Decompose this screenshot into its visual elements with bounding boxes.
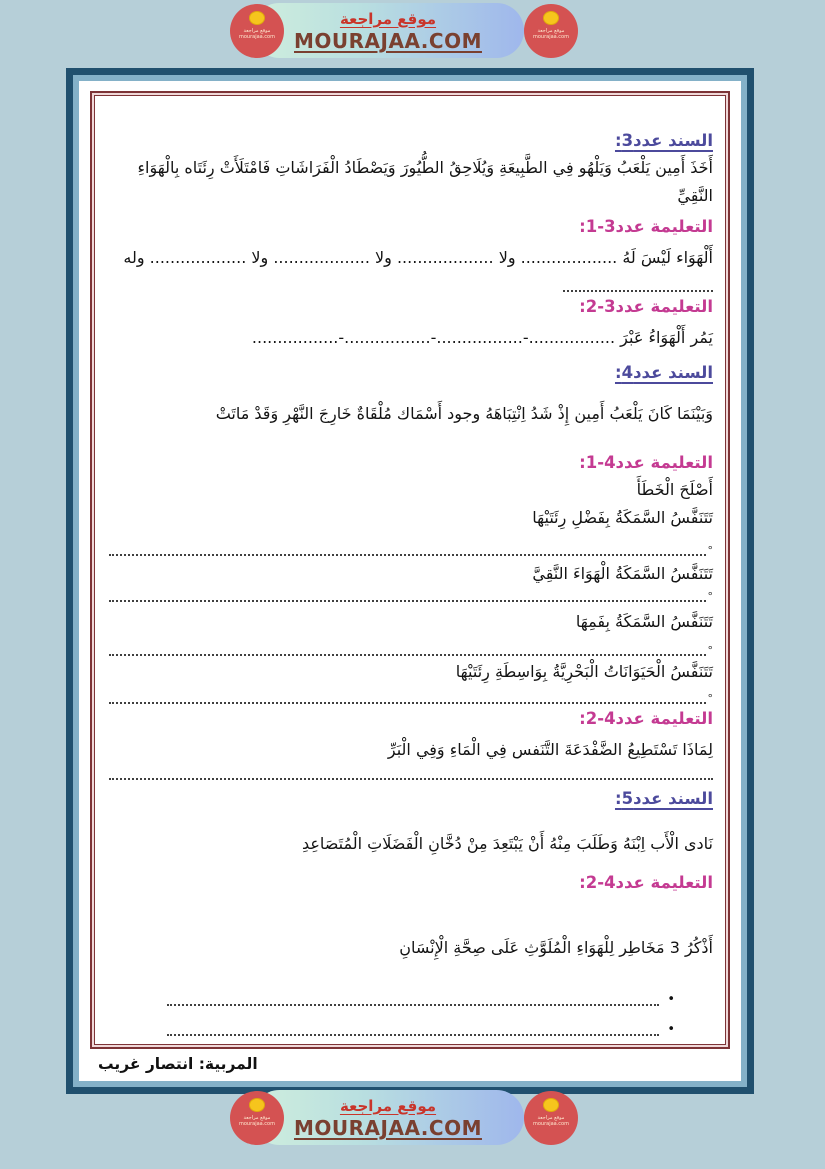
logo-text-domain: mourajaa.com — [532, 34, 569, 40]
answer-dotted-line — [109, 542, 713, 556]
circle-marker-icon: ° — [707, 692, 713, 705]
banner-title-arabic: موقع مراجعة — [339, 9, 437, 28]
statement-3: تَتَنَفَّسُ السَّمَكَةُ بِفَمِهَا — [575, 612, 713, 631]
logo-text-ar: موقع مراجعة — [537, 1115, 565, 1121]
answer-dotted-line — [109, 766, 713, 780]
statement-2: تَتَنَفَّسُ السَّمَكَةُ الْهَوَاءَ النَّقِيَّ — [532, 564, 713, 583]
circle-marker-icon: ° — [707, 644, 713, 657]
statement-1: تَتَنَفَّسُ السَّمَكَةُ بِفَضْلِ رِئَتَيْهَا — [532, 508, 713, 527]
sanad3-text: أَخَذَ أَمِين يَلْعَبُ وَيَلْهُو فِي الطَّبِيعَةِ وَيُلَاحِقُ الطُّيُورَ وَيَصْطَادُ الْفَرَاشَاتِ فَامْتَلَأَتْ رِئَتَاه بِالْهَوَاءِ النَّقِيِّ — [137, 158, 713, 205]
statement-4: تَتَنَفَّسُ الْحَيَوَانَاتُ الْبَحْرِيَّةُ بِوَاسِطَةِ رِئَتَيْهَا — [455, 662, 713, 681]
banner-domain: MOURAJAA.COM — [294, 1115, 482, 1140]
correct-error-prompt: أَصْلَحَ الْخَطَأَ — [636, 480, 713, 499]
taalima3-1-heading: التعليمة عدد3-1: — [579, 217, 713, 236]
sanad5-heading: السند عدد5: — [614, 789, 713, 808]
bullet-icon: • — [667, 1022, 675, 1037]
taalima4-1-heading: التعليمة عدد4-1: — [579, 453, 713, 472]
banner-title-arabic: موقع مراجعة — [339, 1096, 437, 1115]
logo-text-ar: موقع مراجعة — [243, 28, 271, 34]
answer-dotted-line — [109, 588, 713, 602]
sanad4-text: وَبَيْنَمَا كَانَ يَلْعَبُ أَمِين إِذْ شَدُ اِنْتِبَاهَهُ وجود أَسْمَاك مُلْقَاةٌ خَارِجَ النَّهْرِ وَقَدْ مَاتَتْ — [215, 404, 713, 423]
logo-icon — [543, 11, 559, 25]
taalima5-heading: التعليمة عدد4-2: — [579, 873, 713, 892]
banner-domain: MOURAJAA.COM — [294, 28, 482, 53]
taalima4-2-heading: التعليمة عدد4-2: — [579, 709, 713, 728]
worksheet-border — [90, 91, 730, 1049]
circle-marker-icon: ° — [707, 590, 713, 603]
logo-icon — [543, 1098, 559, 1112]
logo-text-domain: mourajaa.com — [238, 1121, 275, 1127]
logo-badge — [524, 1091, 578, 1145]
footer-banner — [230, 1089, 582, 1147]
frog-question: لِمَاذَا تَسْتَطِيعُ الضَّفْدَعَةَ التَّنَفس فِي الْمَاءِ وَفِي الْبَرِّ — [387, 740, 713, 759]
logo-text-ar: موقع مراجعة — [537, 28, 565, 34]
answer-bullet-line — [109, 990, 713, 1006]
teacher-credit: المربية: انتصار غريب — [98, 1055, 258, 1073]
logo-badge — [524, 4, 578, 58]
logo-badge — [230, 1091, 284, 1145]
answer-dotted-line — [109, 690, 713, 704]
answer-dotted-line — [109, 642, 713, 656]
bullet-icon: • — [667, 992, 675, 1007]
fill-in-line-air-path: يَمُر أَلْهَوَاءُ عَبْرَ .................-.................-.................-................. — [251, 328, 713, 347]
sanad3-heading: السند عدد3: — [614, 131, 713, 150]
logo-text-domain: mourajaa.com — [238, 34, 275, 40]
sanad5-text: نَادى الْأَب اِبْنَهُ وَطَلَبَ مِنْهُ أَنْ يَبْتَعِدَ مِنْ دُخَّانِ الْفَضَلَاتِ الْمُتَصَاعِدِ — [301, 834, 713, 853]
worksheet-content — [109, 128, 713, 1036]
hazards-prompt: أَذْكُرُ 3 مَخَاطِر لِلْهَوَاءِ الْمُلَوَّثِ عَلَى صِحَّةِ الْإِنْسَانِ — [399, 938, 713, 957]
logo-icon — [249, 1098, 265, 1112]
banner-pill — [252, 3, 524, 58]
circle-marker-icon: ° — [707, 544, 713, 557]
sanad4-heading: السند عدد4: — [614, 363, 713, 382]
document-frame — [66, 68, 754, 1094]
taalima3-2-heading: التعليمة عدد3-2: — [579, 297, 713, 316]
answer-bullet-line — [109, 1020, 713, 1036]
logo-text-ar: موقع مراجعة — [243, 1115, 271, 1121]
header-banner — [230, 2, 582, 60]
logo-badge — [230, 4, 284, 58]
answer-dotted-line — [109, 280, 713, 294]
fill-in-line-air: أَلْهَوَاء لَيْسَ لَهُ ................... ولا ................... ولا ................... ولا ................... وله — [123, 248, 713, 267]
banner-pill — [252, 1090, 524, 1145]
logo-icon — [249, 11, 265, 25]
document-inner-frame — [73, 75, 747, 1087]
logo-text-domain: mourajaa.com — [532, 1121, 569, 1127]
